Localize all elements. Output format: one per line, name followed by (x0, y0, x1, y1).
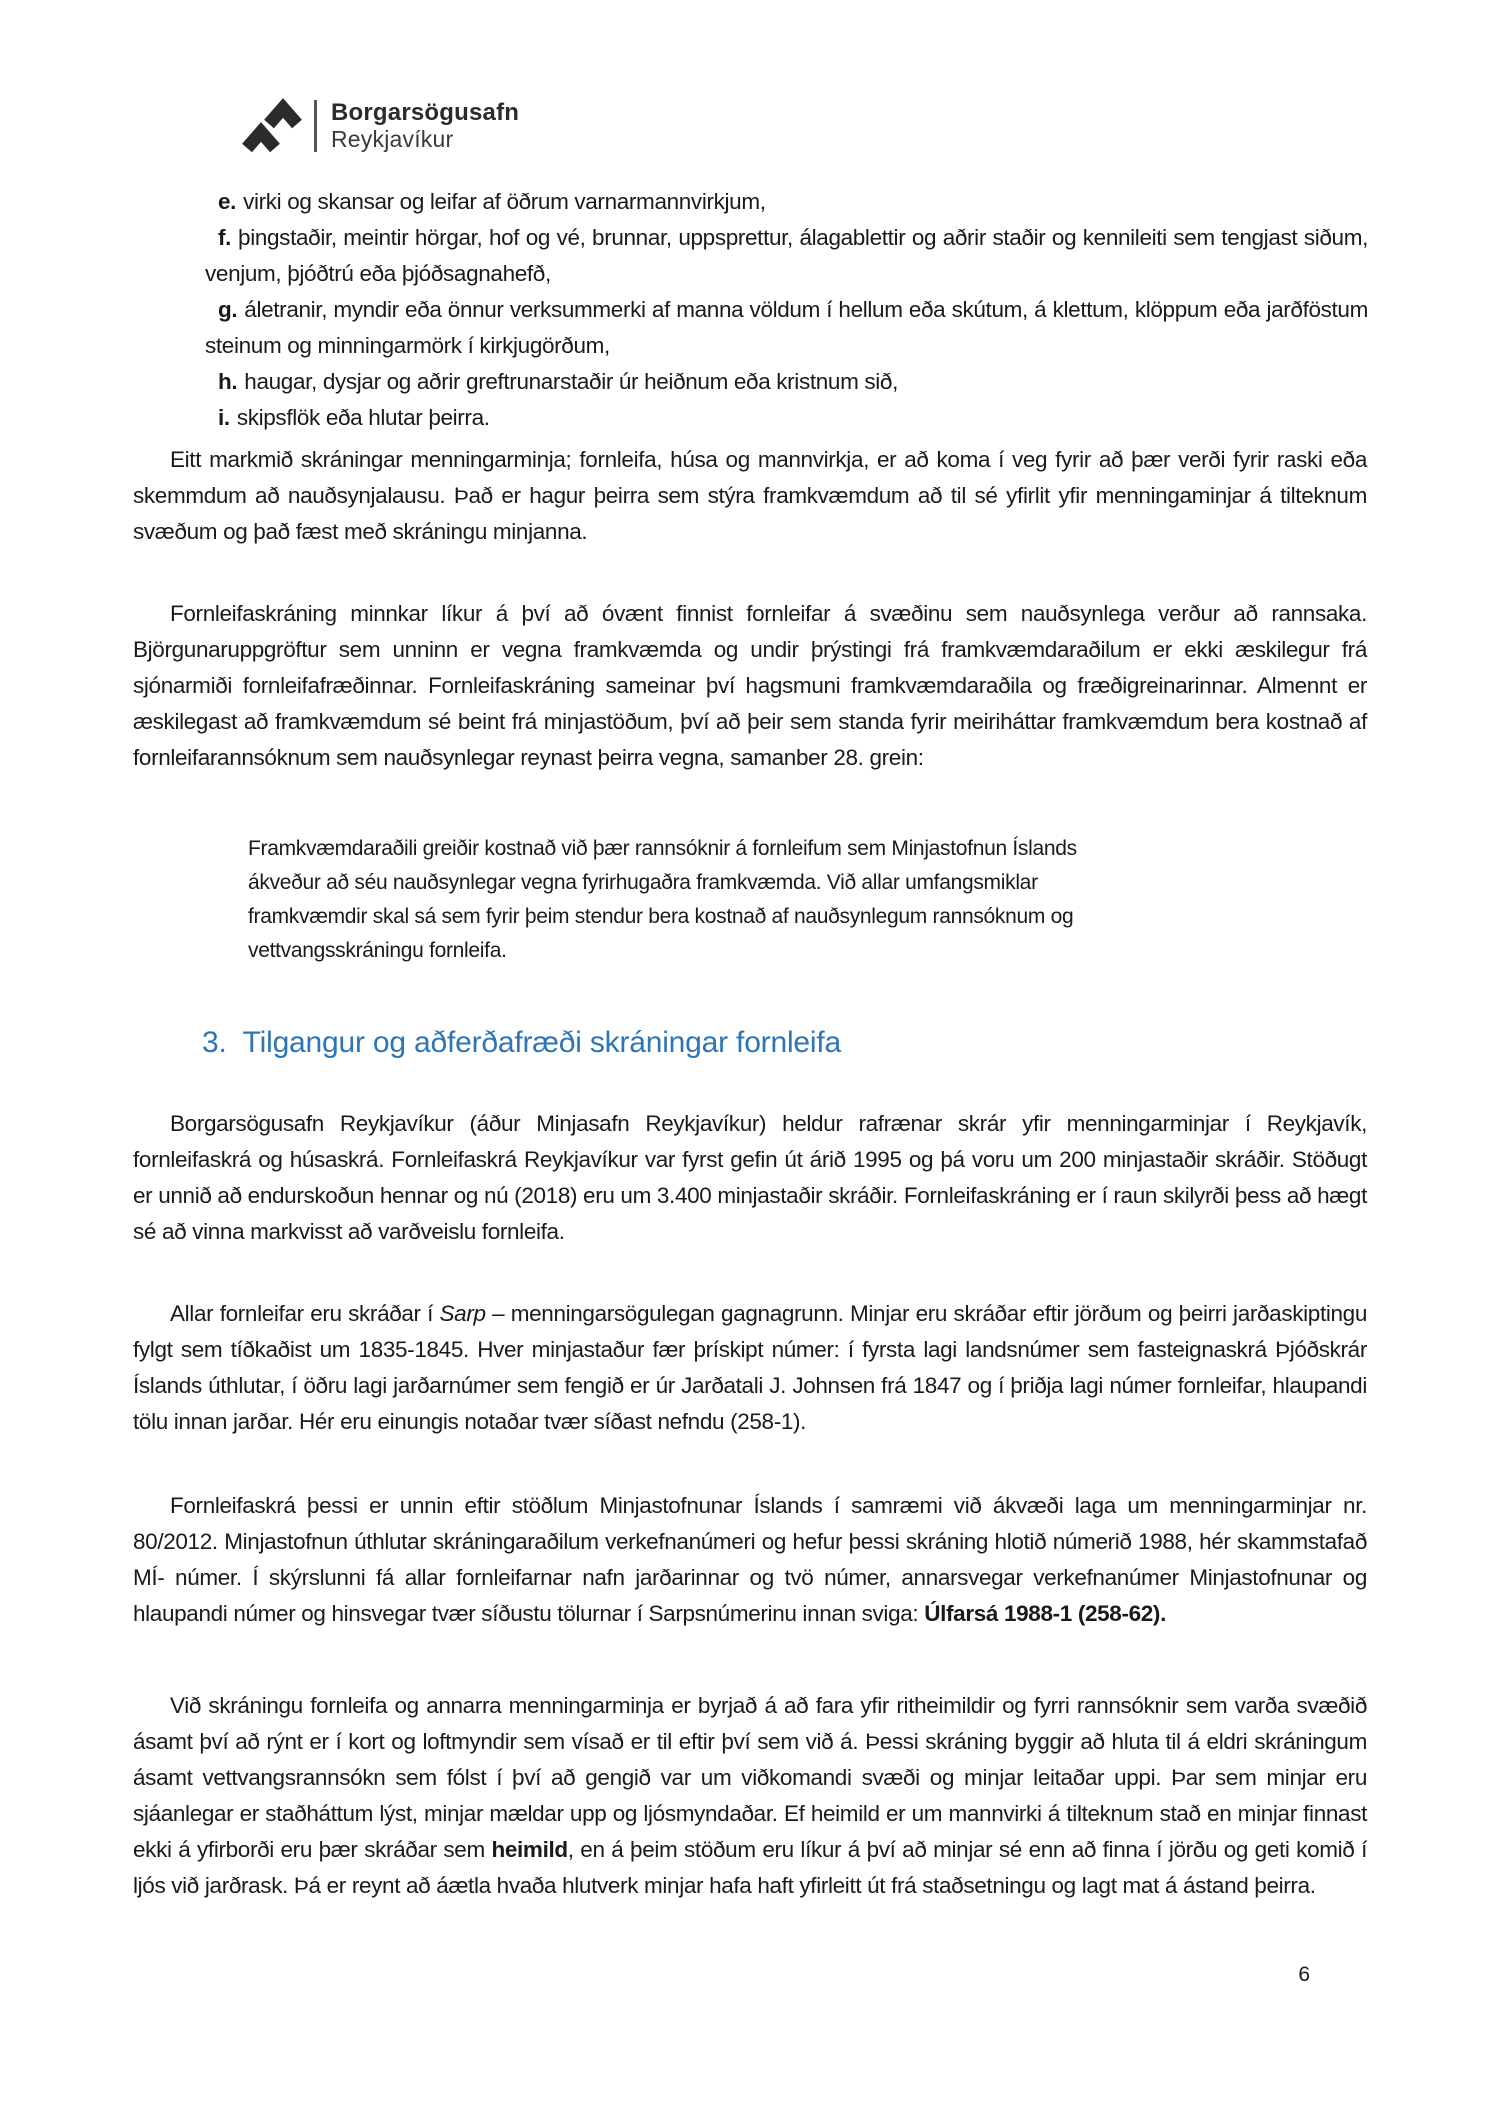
logo-subtitle: Reykjavíkur (331, 126, 454, 152)
logo-title: Borgarsögusafn (331, 99, 520, 126)
list-item-label: i. (218, 405, 230, 430)
list-item-i (205, 400, 1368, 436)
section-heading-number: 3. (202, 1026, 227, 1059)
legal-list (205, 184, 1368, 436)
text-segment: Eitt markmið skráningar menningarminja; fornleifa, húsa og mannvirkja, er að koma í veg fyrir að þær verði fyrir raski eða skemmdum að nauðsynjalausu. Það er hagur þeirra sem stýra framkvæmdum að til sé yfirlit yfir menningaminjar á tilteknum svæðum og það fæst með skráningu minjanna. (133, 447, 1367, 544)
text-segment: heimild (491, 1837, 568, 1862)
paragraph-museum-registers (133, 1106, 1367, 1250)
list-item-g (205, 292, 1368, 364)
text-segment: Fornleifaskrá þessi er unnin eftir stöðlum Minjastofnunar Íslands í samræmi við ákvæði laga um menningarminjar nr. 80/2012. Minjastofnun úthlutar skráningaraðilum verkefnanúmeri og hefur þessi skráning hlotið númerið 1988, hér skammstafað MÍ- númer. Í skýrslunni fá allar fornleifarnar nafn jarðarinnar og tvö númer, annarsvegar verkefnanúmer Minjastofnunar og hlaupandi númer og hinsvegar tvær síðustu tölurnar í Sarpsnúmerinu innan sviga: (133, 1493, 1367, 1626)
list-item-label: f. (218, 225, 232, 250)
list-item-text: þingstaðir, meintir hörgar, hof og vé, brunnar, uppsprettur, álagablettir og aðrir staðir og kennileiti sem tengjast siðum, venjum, þjóðtrú eða þjóðsagnahefð, (205, 225, 1368, 286)
borgarsogusafn-logo-icon (240, 96, 304, 156)
list-item-text: virki og skansar og leifar af öðrum varnarmannvirkjum, (243, 189, 766, 214)
logo-text (331, 100, 519, 152)
text-segment: – menningarsögulegan gagnagrunn. Minjar eru skráðar eftir jörðum og þeirri jarðaskiptingu fylgt sem tíðkaðist um 1835-1845. Hver minjastaður fær þrískipt númer: í fyrsta lagi landsnúmer sem fasteignaskrá Þjóðskrár Íslands úthlutar, í öðru lagi jarðarnúmer sem fengið er úr Jarðatali J. Johnsen frá 1847 og í þriðja lagi númer fornleifar, hlaupandi tölu innan jarðar. Hér eru einungis notaðar tvær síðast nefndu (258-1). (133, 1301, 1367, 1434)
text-segment: Við skráningu fornleifa og annarra menningarminja er byrjað á að fara yfir ritheimildir og fyrri rannsóknir sem varða svæðið ásamt því að rýnt er í kort og loftmyndir sem vísað er til eftir því sem við á. Þessi skráning byggir að hluta til á eldri skráningum ásamt vettvangsrannsókn sem fólst í því að gengið var um viðkomandi svæði og minjar leitaðar uppi. Þar sem minjar eru sjáanlegar er staðháttum lýst, minjar mældar upp og ljósmyndaðar. Ef heimild er um mannvirki á tilteknum stað en minjar finnast ekki á yfirborði eru þær skráðar sem (133, 1693, 1367, 1862)
paragraph-sarpur-numbering (133, 1296, 1367, 1440)
list-item-h (205, 364, 1368, 400)
paragraph-standards-numbers (133, 1488, 1367, 1632)
list-item-f (205, 220, 1368, 292)
legal-quote: Framkvæmdaraðili greiðir kostnað við þær rannsóknir á fornleifum sem Minjastofnun Íslands ákveður að séu nauðsynlegar vegna fyrirhugaðra framkvæmda. Við allar umfangsmiklar framkvæmdir skal sá sem fyrir þeim stendur bera kostnað af nauðsynlegum rannsóknum og vettvangsskráningu fornleifa. (248, 837, 1077, 962)
list-item-e (205, 184, 1368, 220)
section-heading (202, 1022, 841, 1064)
paragraph-methodology (133, 1688, 1367, 1904)
logo (240, 96, 519, 156)
list-item-text: skipsflök eða hlutar þeirra. (236, 405, 490, 430)
text-segment: Borgarsögusafn Reykjavíkur (áður Minjasafn Reykjavíkur) heldur rafrænar skrár yfir menningarminjar í Reykjavík, fornleifaskrá og húsaskrá. Fornleifaskrá Reykjavíkur var fyrst gefin út árið 1995 og þá voru um 200 minjastaðir skráðir. Stöðugt er unnið að endurskoðun hennar og nú (2018) eru um 3.400 minjastaðir skráðir. Fornleifaskráning er í raun skilyrði þess að hægt sé að vinna markvisst að varðveislu fornleifa. (133, 1111, 1367, 1244)
text-segment: , en á þeim stöðum eru líkur á því að minjar sé enn að finna í jörðu og geti komið í ljós við jarðrask. Þá er reynt að áætla hvaða hlutverk minjar hafa haft yfirleitt út frá staðsetningu og lagt mat á ástand þeirra. (133, 1837, 1367, 1898)
text-segment: Fornleifaskráning minnkar líkur á því að óvænt finnist fornleifar á svæðinu sem nauðsynlega verður að rannsaka. Björgunaruppgröftur sem unninn er vegna framkvæmda og undir þrýstingi frá framkvæmdaraðilum er ekki æskilegur frá sjónarmiði fornleifafræðinnar. Fornleifaskráning sameinar því hagsmuni framkvæmdaraðila og fræðigreinarinnar. Almennt er æskilegast að framkvæmdum sé beint frá minjastöðum, því að þeir sem standa fyrir meiriháttar framkvæmdum bera kostnað af fornleifarannsóknum sem nauðsynlegar reynast þeirra vegna, samanber 28. grein: (133, 601, 1367, 770)
paragraph-goals (133, 442, 1367, 550)
list-item-label: g. (218, 297, 238, 322)
section-heading-text: Tilgangur og aðferðafræði skráningar fornleifa (242, 1026, 841, 1059)
paragraph-survey-benefits (133, 596, 1367, 776)
list-item-text: haugar, dysjar og aðrir greftrunarstaðir úr heiðnum eða kristnum sið, (244, 369, 898, 394)
page-number: 6 (1298, 1963, 1310, 1986)
list-item-label: e. (218, 189, 237, 214)
logo-divider (314, 100, 317, 152)
text-segment: Allar fornleifar eru skráðar í (170, 1301, 440, 1326)
text-segment: Sarp (439, 1301, 486, 1326)
list-item-label: h. (218, 369, 238, 394)
text-segment: Úlfarsá 1988-1 (258-62). (924, 1601, 1166, 1626)
list-item-text: áletranir, myndir eða önnur verksummerki af manna völdum í hellum eða skútum, á klettum, klöppum eða jarðföstum steinum og minningarmörk í kirkjugörðum, (205, 297, 1368, 358)
